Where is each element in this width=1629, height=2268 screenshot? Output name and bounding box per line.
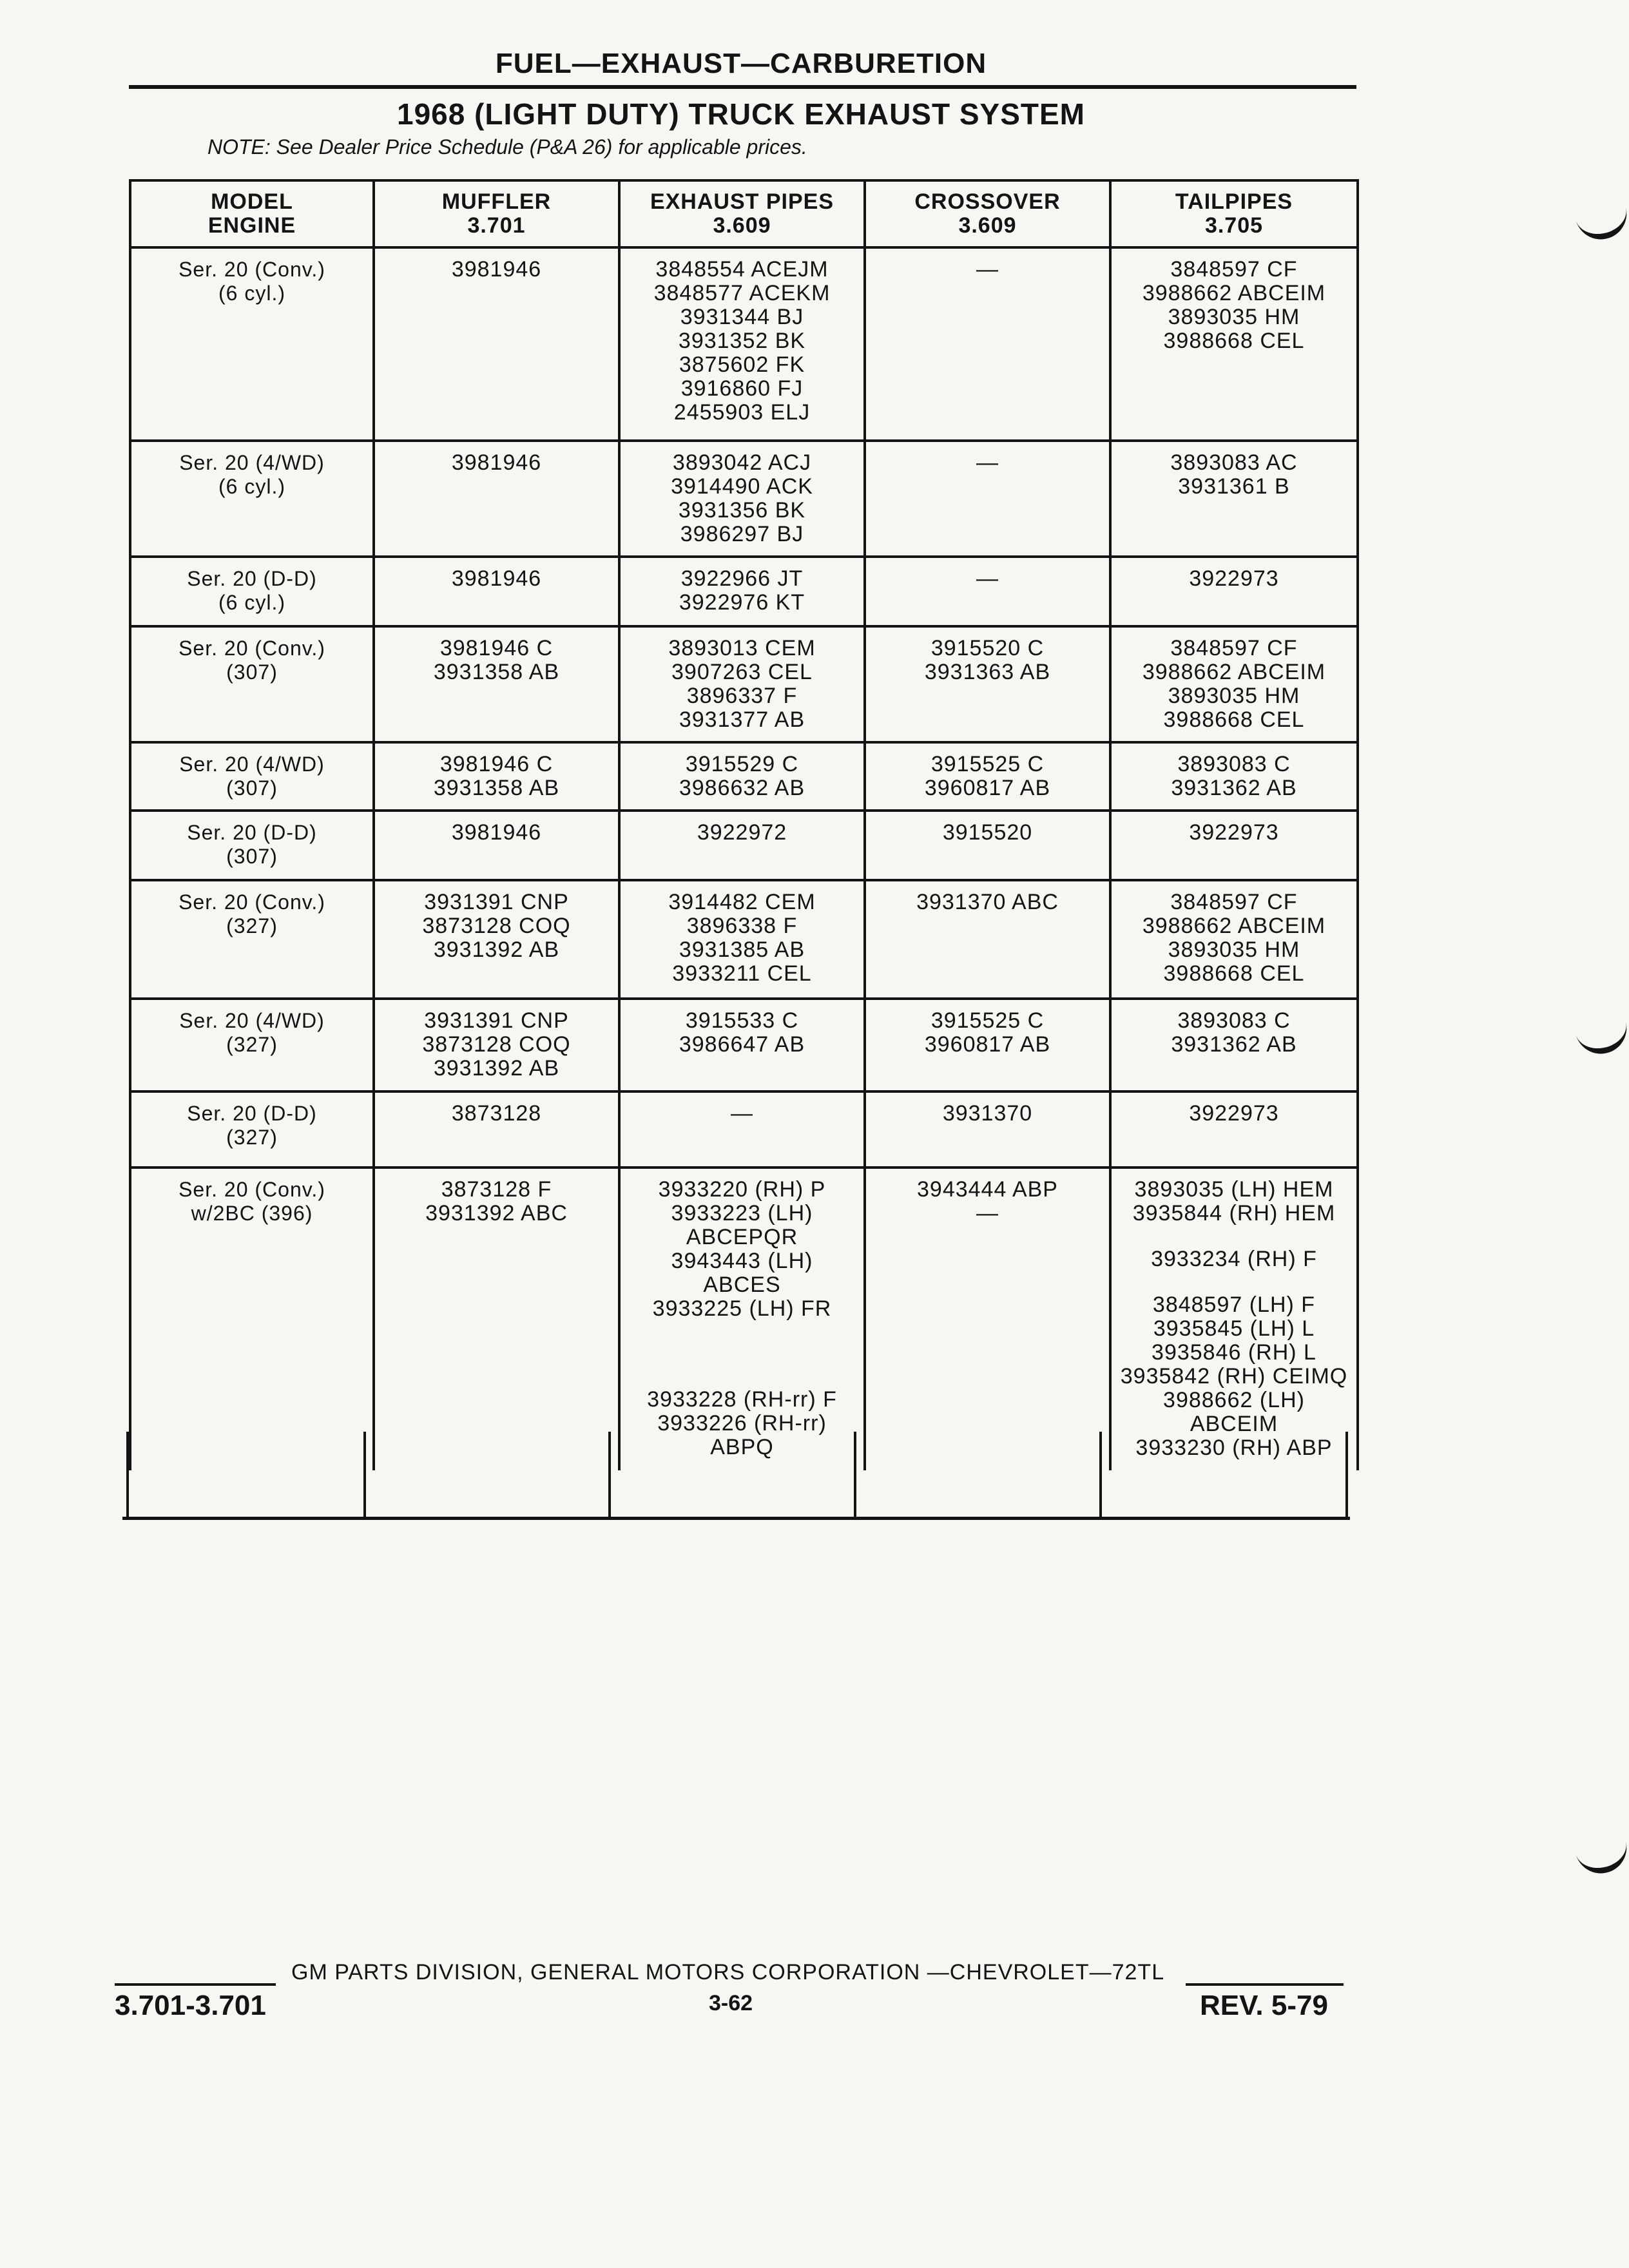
cell-line: 3986297 BJ <box>680 522 804 546</box>
document-title: 1968 (LIGHT DUTY) TRUCK EXHAUST SYSTEM <box>397 97 1085 131</box>
cell-line: — <box>976 257 999 282</box>
cell-line: 3981946 <box>451 820 542 845</box>
cell-line: 3933223 (LH) <box>671 1201 813 1225</box>
cell-line: 3893035 HM <box>1168 937 1300 962</box>
cell-line: 3931352 BK <box>678 329 806 353</box>
cell-line: 3931392 ABC <box>425 1201 568 1225</box>
exhaust-pipes-cell <box>619 441 865 557</box>
exhaust-pipes-cell <box>619 247 865 441</box>
muffler-cell <box>374 247 619 441</box>
cell-line: (327) <box>226 914 278 937</box>
cell-line: 3848597 (LH) F <box>1152 1293 1316 1317</box>
cell-line: (6 cyl.) <box>218 282 285 305</box>
footer-rule <box>1186 1983 1344 1986</box>
cell-line: 3915529 C <box>685 752 799 776</box>
cell-line: Ser. 20 (Conv.) <box>178 258 325 281</box>
cell-line: 3986632 AB <box>679 776 805 800</box>
model-engine-cell <box>130 441 374 557</box>
cell-line: 3873128 COQ <box>422 914 571 938</box>
cell-line: 3914482 CEM <box>668 890 816 914</box>
cell-line: 3931385 AB <box>679 937 805 962</box>
cell-line: 3893035 HM <box>1168 684 1300 708</box>
muffler-cell <box>374 811 619 880</box>
cell-line: Ser. 20 (D-D) <box>187 821 317 844</box>
crossover-cell <box>865 1168 1110 1470</box>
cell-line: 3873128 COQ <box>422 1032 571 1057</box>
cell-line: — <box>976 1201 999 1225</box>
cell-line: 3893042 ACJ <box>672 450 812 475</box>
column-header-crossover: CROSSOVER 3.609 <box>865 180 1110 247</box>
muffler-cell <box>374 1168 619 1470</box>
cell-line: 3848554 ACEJM <box>655 257 829 282</box>
cell-line: 3893083 C <box>1177 752 1291 776</box>
exhaust-pipes-cell <box>619 999 865 1091</box>
cell-line: 3931370 <box>942 1101 1033 1126</box>
cell-line: — <box>976 566 999 591</box>
muffler-cell <box>374 557 619 626</box>
exhaust-parts-table <box>129 179 1359 1470</box>
exhaust-pipes-cell <box>619 880 865 999</box>
cell-line: 3933225 (LH) FR <box>652 1296 832 1321</box>
column-rule <box>1345 1432 1348 1518</box>
cell-line: 3931392 AB <box>433 1056 560 1081</box>
column-rule <box>126 1432 129 1518</box>
cell-line: (307) <box>226 776 278 800</box>
crossover-cell <box>865 742 1110 811</box>
cell-line: 3873128 <box>451 1101 542 1126</box>
cell-line: 3915520 <box>942 820 1033 845</box>
model-engine-cell <box>130 880 374 999</box>
cell-line: Ser. 20 (4/WD) <box>179 1009 325 1032</box>
column-rule <box>363 1432 366 1518</box>
cell-line: 3896337 F <box>686 684 798 708</box>
cell-line: (6 cyl.) <box>218 475 285 498</box>
model-engine-cell <box>130 1091 374 1168</box>
crossover-cell <box>865 999 1110 1091</box>
tailpipes-cell <box>1110 626 1358 742</box>
column-rule <box>1099 1432 1102 1518</box>
cell-line: 3915525 C <box>930 752 1045 776</box>
muffler-cell <box>374 626 619 742</box>
muffler-cell <box>374 999 619 1091</box>
binder-punch-mark <box>1574 202 1629 245</box>
cell-line: 3960817 AB <box>924 1032 1051 1057</box>
column-header-muffler: MUFFLER 3.701 <box>374 180 619 247</box>
cell-line: 3931361 B <box>1178 474 1290 499</box>
exhaust-pipes-cell <box>619 1168 865 1470</box>
cell-line: 3935846 (RH) L <box>1152 1340 1316 1365</box>
exhaust-pipes-cell <box>619 557 865 626</box>
cell-line: 3935842 (RH) CEIMQ <box>1120 1364 1348 1389</box>
cell-line: (6 cyl.) <box>218 591 285 614</box>
exhaust-pipes-cell <box>619 811 865 880</box>
cell-line: 3848597 CF <box>1170 636 1298 660</box>
cell-line: 3988662 ABCEIM <box>1142 660 1326 684</box>
cell-line: Ser. 20 (Conv.) <box>178 890 325 914</box>
cell-line: 3943444 ABP <box>917 1177 1058 1202</box>
cell-line: 3988668 CEL <box>1163 707 1305 732</box>
cell-line: 3893035 (LH) HEM <box>1134 1177 1334 1202</box>
cell-line: 3848597 CF <box>1170 257 1298 282</box>
cell-line: 3943443 (LH) <box>671 1249 813 1273</box>
price-note: NOTE: See Dealer Price Schedule (P&A 26) for applicable prices. <box>207 135 807 159</box>
section-rule <box>129 85 1356 89</box>
cell-line: Ser. 20 (Conv.) <box>178 637 325 660</box>
table-body <box>130 247 1358 1470</box>
muffler-cell <box>374 742 619 811</box>
cell-line: 3922972 <box>697 820 787 845</box>
exhaust-pipes-cell <box>619 742 865 811</box>
cell-line: 3981946 <box>451 257 542 282</box>
crossover-cell <box>865 247 1110 441</box>
crossover-cell <box>865 557 1110 626</box>
cell-line: Ser. 20 (D-D) <box>187 567 317 590</box>
cell-line: 3960817 AB <box>924 776 1051 800</box>
cell-line: (327) <box>226 1033 278 1056</box>
cell-line: Ser. 20 (4/WD) <box>179 451 325 474</box>
section-title: FUEL—EXHAUST—CARBURETION <box>495 48 987 79</box>
cell-line: ABCEPQR <box>686 1225 798 1249</box>
cell-line: 3893035 HM <box>1168 305 1300 329</box>
footer-page-number: 3-62 <box>709 1991 753 2015</box>
crossover-cell <box>865 441 1110 557</box>
cell-line: 3873128 F <box>441 1177 552 1202</box>
cell-line: 3922973 <box>1189 820 1279 845</box>
tailpipes-cell <box>1110 999 1358 1091</box>
table-row <box>130 441 1358 557</box>
muffler-cell <box>374 1091 619 1168</box>
cell-line: 3933228 (RH-rr) F <box>647 1387 837 1412</box>
cell-line: 3931358 AB <box>433 776 560 800</box>
cell-line: (327) <box>226 1126 278 1149</box>
exhaust-pipes-cell <box>619 1091 865 1168</box>
muffler-cell <box>374 441 619 557</box>
cell-line: (307) <box>226 845 278 868</box>
cell-line: Ser. 20 (4/WD) <box>179 753 325 776</box>
cell-line: 3907263 CEL <box>671 660 813 684</box>
cell-line: 3988668 CEL <box>1163 961 1305 986</box>
tailpipes-cell <box>1110 247 1358 441</box>
cell-line: 3981946 <box>451 566 542 591</box>
cell-line: 3893083 AC <box>1170 450 1298 475</box>
table-row <box>130 880 1358 999</box>
table-row <box>130 247 1358 441</box>
tailpipes-cell <box>1110 1091 1358 1168</box>
tailpipes-cell <box>1110 811 1358 880</box>
table-row <box>130 626 1358 742</box>
cell-line: 3981946 C <box>439 752 554 776</box>
cell-line: 3931356 BK <box>678 498 806 523</box>
footer-section-code: 3.701-3.701 <box>115 1990 266 2021</box>
cell-line: — <box>976 450 999 475</box>
cell-line: 3931362 AB <box>1171 1032 1297 1057</box>
table-row <box>130 999 1358 1091</box>
exhaust-pipes-cell <box>619 626 865 742</box>
cell-line: 3848597 CF <box>1170 890 1298 914</box>
table-row <box>130 557 1358 626</box>
cell-line: 3915533 C <box>685 1008 799 1033</box>
column-rule <box>608 1432 611 1518</box>
cell-line: (307) <box>226 660 278 684</box>
cell-line: 3981946 C <box>439 636 554 660</box>
model-engine-cell <box>130 742 374 811</box>
cell-line: w/2BC (396) <box>191 1202 313 1225</box>
cell-line: 3931377 AB <box>679 707 805 732</box>
cell-line: 3988662 ABCEIM <box>1142 914 1326 938</box>
footer-revision: REV. 5-79 <box>1200 1990 1328 2021</box>
tailpipes-cell <box>1110 441 1358 557</box>
cell-line: Ser. 20 (Conv.) <box>178 1178 325 1201</box>
cell-line: ABCES <box>703 1273 781 1297</box>
muffler-cell <box>374 880 619 999</box>
cell-line: 3988668 CEL <box>1163 329 1305 353</box>
binder-punch-mark <box>1574 1836 1629 1879</box>
model-engine-cell <box>130 1168 374 1470</box>
model-engine-cell <box>130 557 374 626</box>
cell-line: 3922966 JT <box>680 566 804 591</box>
cell-line: 3931344 BJ <box>680 305 804 329</box>
cell-line: Ser. 20 (D-D) <box>187 1102 317 1125</box>
table-row <box>130 1091 1358 1168</box>
cell-line: 3893083 C <box>1177 1008 1291 1033</box>
crossover-cell <box>865 626 1110 742</box>
crossover-cell <box>865 811 1110 880</box>
cell-line: 3986647 AB <box>679 1032 805 1057</box>
cell-line: 2455903 ELJ <box>673 400 811 425</box>
cell-line: 3988662 ABCEIM <box>1142 281 1326 305</box>
cell-line: 3931362 AB <box>1171 776 1297 800</box>
cell-line: 3933234 (RH) F <box>1151 1247 1317 1271</box>
cell-line: 3896338 F <box>686 914 798 938</box>
cell-line: — <box>731 1101 753 1126</box>
model-engine-cell <box>130 247 374 441</box>
column-header-exhaust-pipes: EXHAUST PIPES 3.609 <box>619 180 865 247</box>
tailpipes-cell <box>1110 880 1358 999</box>
cell-line: 3931391 CNP <box>424 890 569 914</box>
cell-line: ABPQ <box>710 1435 774 1459</box>
cell-line: 3931363 AB <box>924 660 1051 684</box>
cell-line: 3935845 (LH) L <box>1153 1316 1315 1341</box>
cell-line: 3875602 FK <box>679 352 805 377</box>
model-engine-cell <box>130 626 374 742</box>
table-row <box>130 1168 1358 1470</box>
cell-line: 3893013 CEM <box>668 636 816 660</box>
cell-line: 3988662 (LH) <box>1163 1388 1305 1412</box>
table-row <box>130 742 1358 811</box>
cell-line: 3933211 CEL <box>672 961 812 986</box>
table-row <box>130 811 1358 880</box>
table-bottom-rule <box>122 1517 1350 1520</box>
tailpipes-cell <box>1110 742 1358 811</box>
binder-punch-mark <box>1574 1016 1629 1059</box>
crossover-cell <box>865 880 1110 999</box>
footer-organization: GM PARTS DIVISION, GENERAL MOTORS CORPORATION —CHEVROLET—72TL <box>291 1960 1165 1984</box>
cell-line: 3931392 AB <box>433 937 560 962</box>
cell-line: 3914490 ACK <box>671 474 813 499</box>
cell-line: 3922973 <box>1189 566 1279 591</box>
cell-line: ABCEIM <box>1190 1412 1278 1436</box>
cell-line: 3981946 <box>451 450 542 475</box>
cell-line: 3922973 <box>1189 1101 1279 1126</box>
cell-line: 3916860 FJ <box>680 376 804 401</box>
cell-line: 3933220 (RH) P <box>658 1177 826 1202</box>
cell-line: 3848577 ACEKM <box>653 281 831 305</box>
model-engine-cell <box>130 811 374 880</box>
table-header-row <box>130 180 1358 247</box>
footer-rule <box>115 1983 276 1986</box>
cell-line: 3931358 AB <box>433 660 560 684</box>
crossover-cell <box>865 1091 1110 1168</box>
cell-line: 3933230 (RH) ABP <box>1135 1436 1333 1460</box>
model-engine-cell <box>130 999 374 1091</box>
column-rule <box>854 1432 856 1518</box>
column-header-tailpipes: TAILPIPES 3.705 <box>1110 180 1358 247</box>
tailpipes-cell <box>1110 1168 1358 1470</box>
tailpipes-cell <box>1110 557 1358 626</box>
cell-line: 3931391 CNP <box>424 1008 569 1033</box>
cell-line: 3915525 C <box>930 1008 1045 1033</box>
cell-line: 3915520 C <box>930 636 1045 660</box>
cell-line: 3933226 (RH-rr) <box>657 1411 827 1436</box>
cell-line: 3931370 ABC <box>916 890 1059 914</box>
cell-line: 3922976 KT <box>679 590 805 615</box>
cell-line: 3935844 (RH) HEM <box>1132 1201 1336 1225</box>
column-header-model: MODEL ENGINE <box>130 180 374 247</box>
